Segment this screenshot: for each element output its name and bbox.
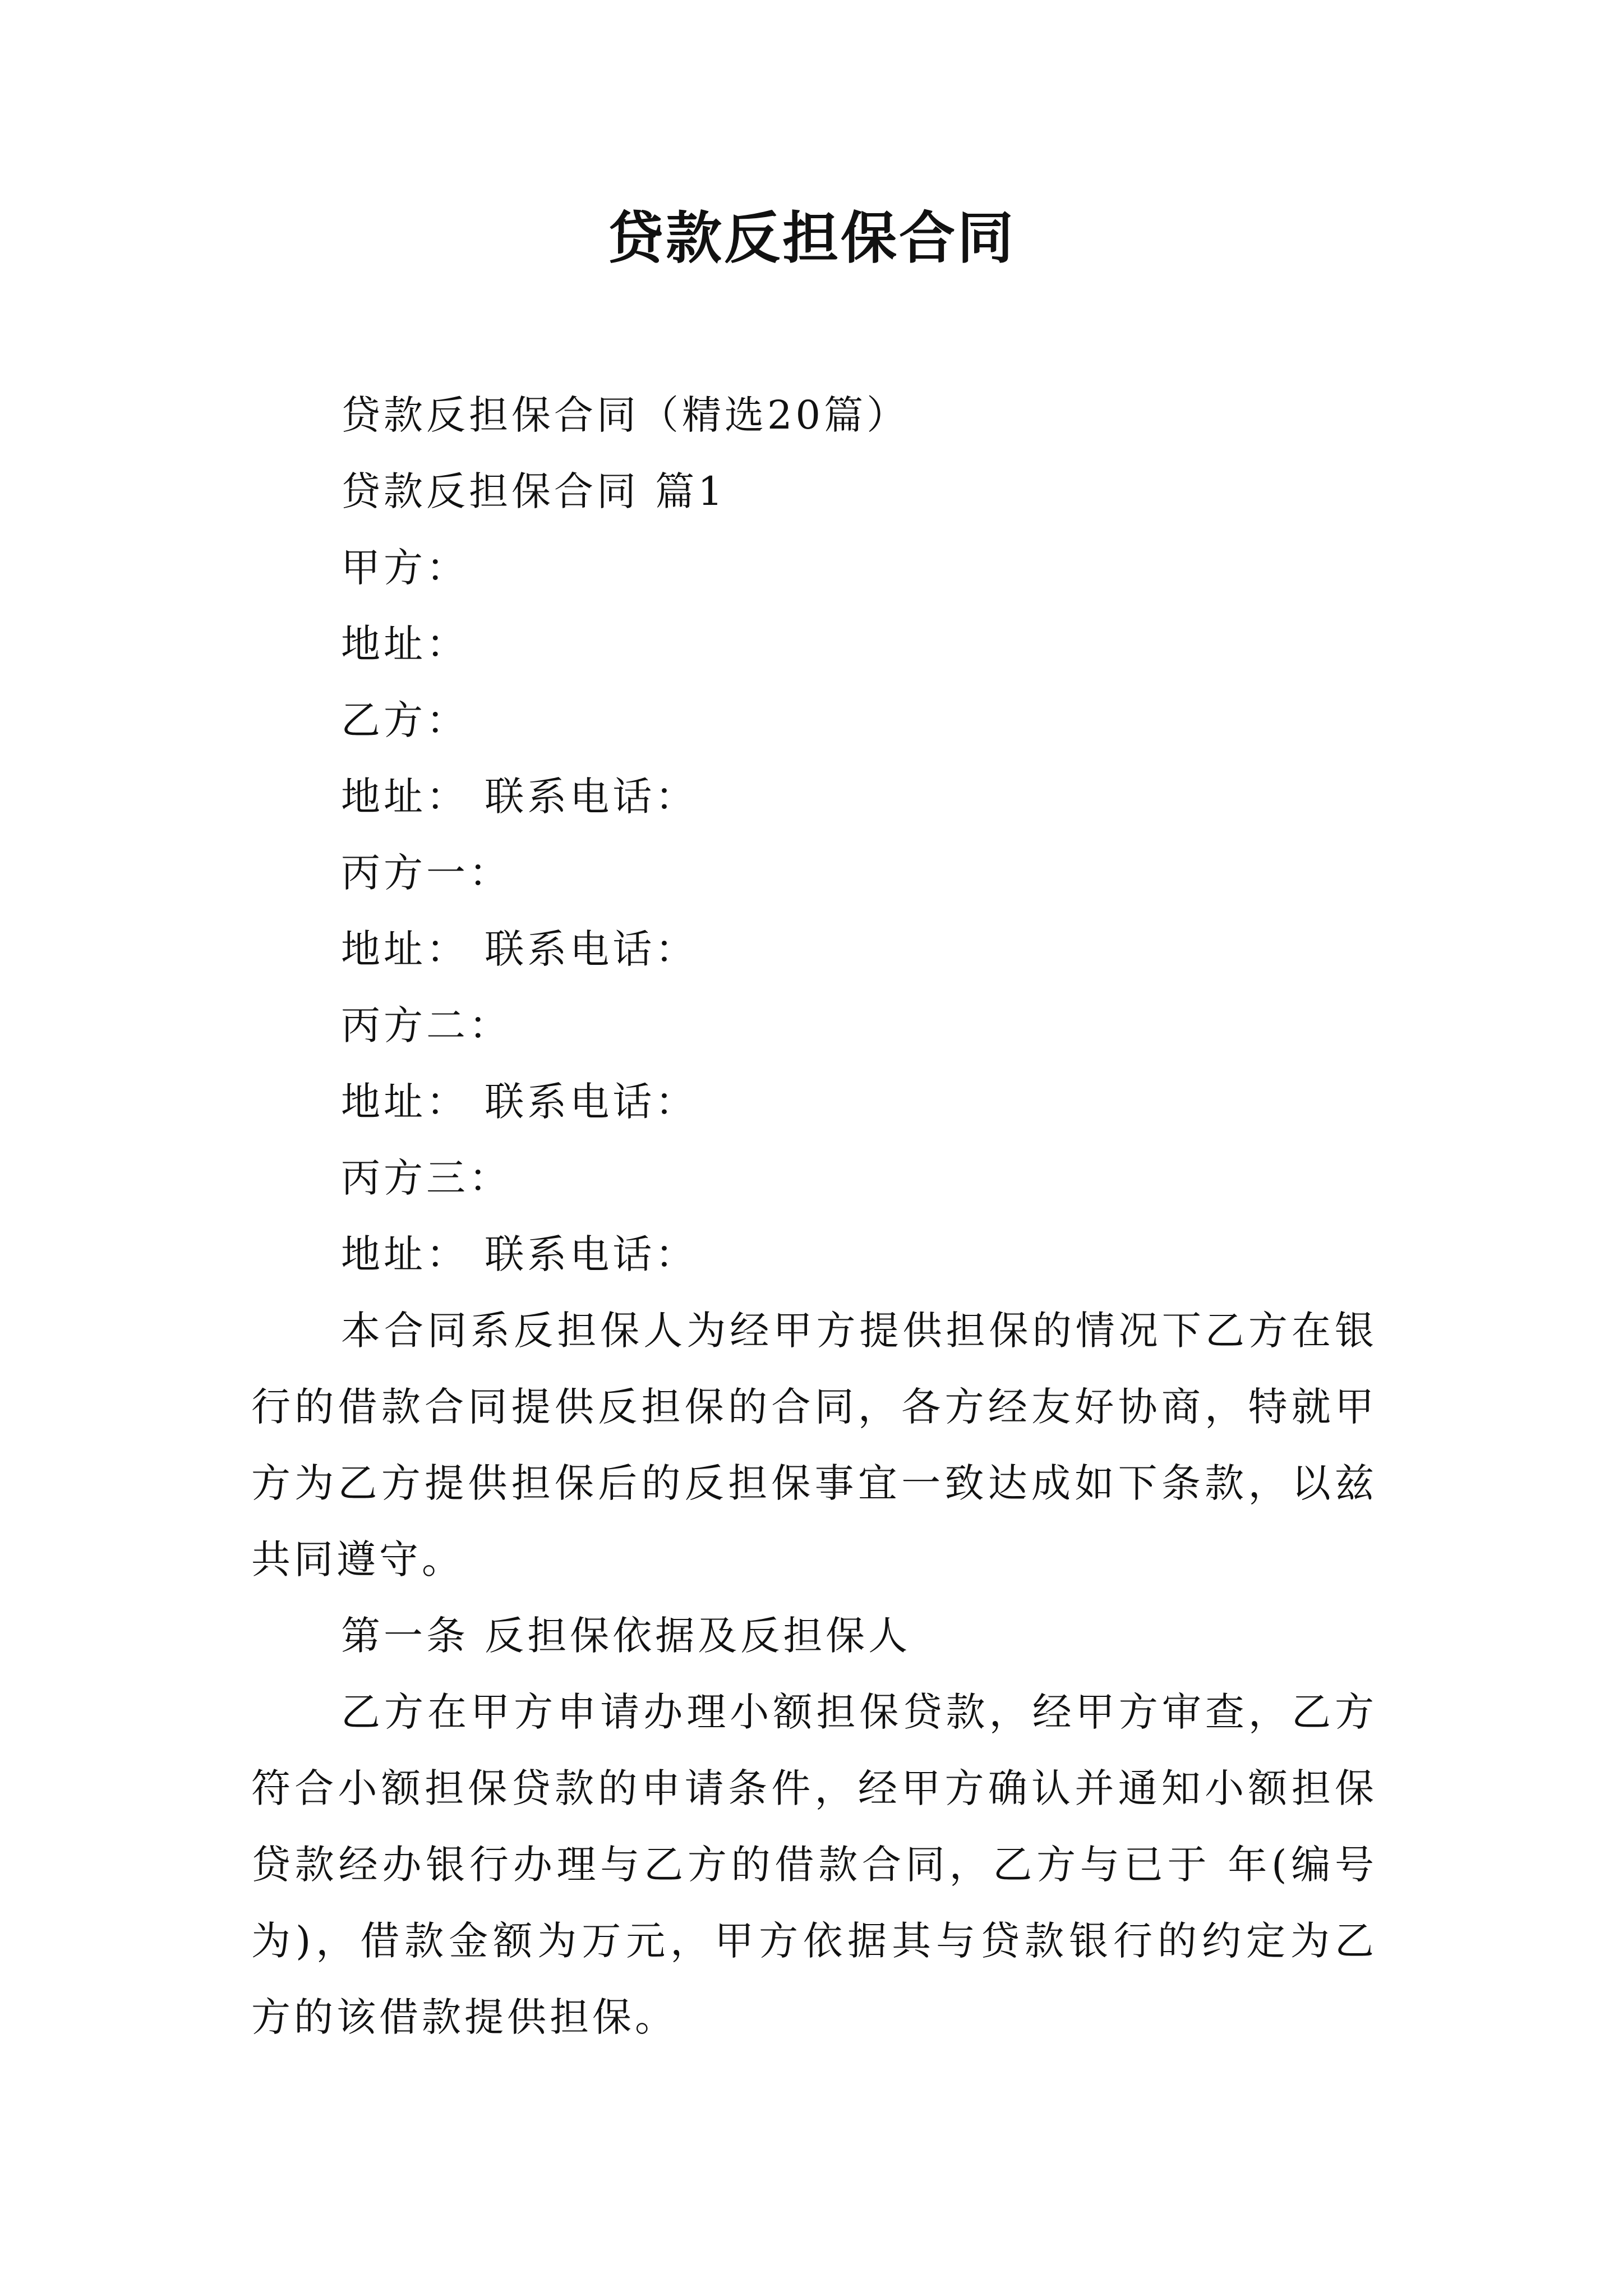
party-b-label: 乙方：: [341, 697, 469, 743]
article-1-paragraph: 乙方在甲方申请办理小额担保贷款，经甲方审查，乙方符合小额担保贷款的申请条件，经甲方确认并通知小额担保贷款经办银行办理与乙方的借款合同，乙方与已于 年(编号为)，借款金额为万元，甲方依据其与贷款银行的约定为乙方的该借款提供担保。: [251, 1689, 1377, 2040]
party-c1-label: 丙方一：: [341, 850, 511, 896]
party-a-label: 甲方：: [341, 545, 469, 591]
article-1-heading: 第一条 反担保依据及反担保人: [341, 1613, 911, 1659]
party-c2-address-phone: 地址： 联系电话：: [341, 1079, 698, 1125]
party-c1-address-phone: 地址： 联系电话：: [341, 926, 698, 972]
party-b-address-phone: 地址： 联系电话：: [341, 774, 698, 820]
subtitle-article: 贷款反担保合同 篇1: [341, 468, 726, 514]
party-c3-label: 丙方三：: [341, 1155, 511, 1201]
party-c2-label: 丙方二：: [341, 1002, 511, 1048]
party-c3-address-phone: 地址： 联系电话：: [341, 1231, 698, 1277]
subtitle-collection: 贷款反担保合同（精选20篇）: [341, 392, 910, 438]
document-title: 贷款反担保合同: [607, 205, 1016, 271]
intro-paragraph: 本合同系反担保人为经甲方提供担保的情况下乙方在银行的借款合同提供反担保的合同，各方经友好协商，特就甲方为乙方提供担保后的反担保事宜一致达成如下条款，以兹共同遵守。: [251, 1308, 1377, 1582]
document-body: [251, 377, 1377, 2055]
party-a-address: 地址：: [341, 621, 469, 667]
